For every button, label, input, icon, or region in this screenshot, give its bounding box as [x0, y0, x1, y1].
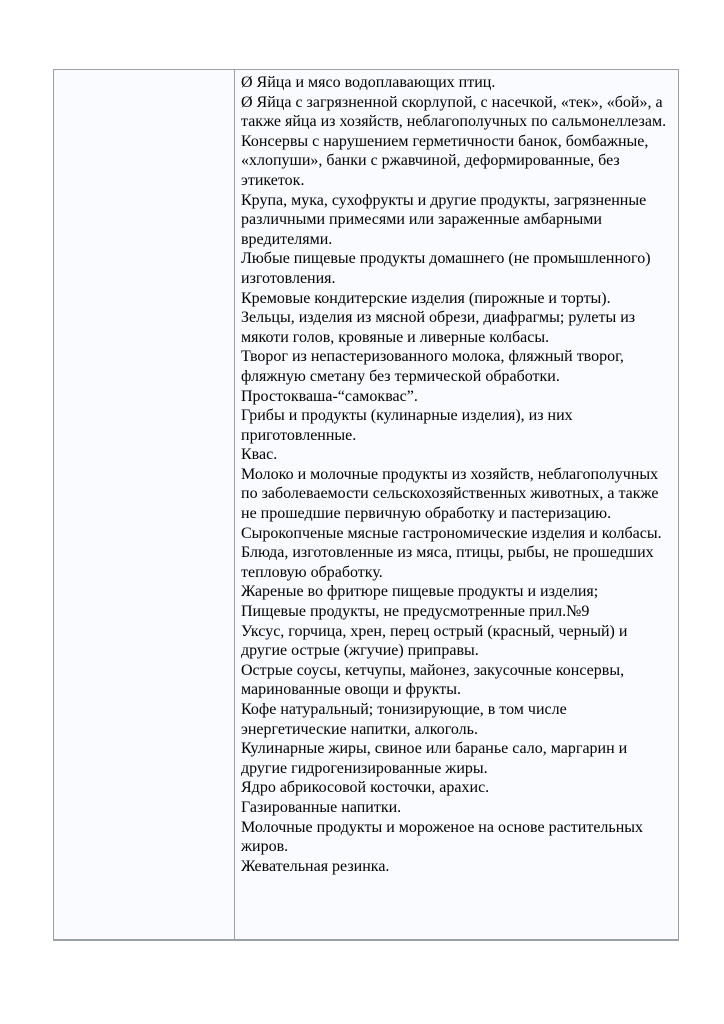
- product-item: Ядро абрикосовой косточки, арахис.: [241, 779, 490, 797]
- product-item: Молоко и молочные продукты из хозяйств, неблагополучных по заболеваемости сельскохозяйственных животных, а также не прошедшие первичную обработку и пастеризацию.: [241, 465, 659, 523]
- table-cell-prohibited-products: [235, 70, 678, 939]
- product-item: Консервы с нарушением герметичности банок, бомбажные, «хлопуши», банки с ржавчиной, деформированные, без этикеток.: [241, 132, 649, 189]
- product-item: Крупа, мука, сухофрукты и другие продукты, загрязненные различными примесями или зараженные амбарными вредителями.: [241, 191, 647, 248]
- product-item: Грибы и продукты (кулинарные изделия), из них приготовленные.: [241, 407, 573, 444]
- product-item: Жареные во фритюре пищевые продукты и изделия;: [241, 583, 599, 601]
- product-item: Зельцы, изделия из мясной обрези, диафрагмы; рулеты из мякоти голов, кровяные и ливерные колбасы.: [241, 309, 636, 346]
- product-item: Простокваша-“самоквас”.: [241, 387, 418, 405]
- product-item: Сырокопченые мясные гастрономические изделия и колбасы.: [241, 524, 662, 542]
- product-item: Кофе натуральный; тонизирующие, в том числе энергетические напитки, алкоголь.: [241, 701, 567, 738]
- product-item: Квас.: [241, 446, 278, 464]
- product-item: Кремовые кондитерские изделия (пирожные и торты).: [241, 289, 611, 307]
- product-item: Любые пищевые продукты домашнего (не промышленного) изготовления.: [241, 250, 651, 287]
- table-cell-left-empty: [54, 70, 235, 939]
- product-item: Пищевые продукты, не предусмотренные прил.№9: [241, 603, 590, 621]
- prohibited-products-table: [53, 69, 679, 941]
- product-item: Ø Яйца с загрязненной скорлупой, с насечкой, «тек», «бой», а также яйца из хозяйств, неблагополучных по сальмонеллезам.: [241, 93, 667, 131]
- product-item: Острые соусы, кетчупы, майонез, закусочные консервы, маринованные овощи и фрукты.: [241, 661, 625, 699]
- product-item: Уксус, горчица, хрен, перец острый (красный, черный) и другие острые (жгучие) приправы.: [241, 622, 628, 660]
- product-item: Ø Яйца и мясо водоплавающих птиц.: [241, 74, 496, 91]
- product-item: Жевательная резинка.: [241, 857, 390, 875]
- product-item: Молочные продукты и мороженое на основе растительных жиров.: [241, 818, 644, 856]
- product-item: Творог из непастеризованного молока, фляжный творог, фляжную сметану без термической обработки.: [241, 348, 624, 385]
- product-item: Газированные напитки.: [241, 798, 402, 816]
- product-item: Блюда, изготовленные из мяса, птицы, рыбы, не прошедших тепловую обработку.: [241, 544, 654, 581]
- product-item: Кулинарные жиры, свиное или баранье сало, маргарин и другие гидрогенизированные жиры.: [241, 740, 628, 777]
